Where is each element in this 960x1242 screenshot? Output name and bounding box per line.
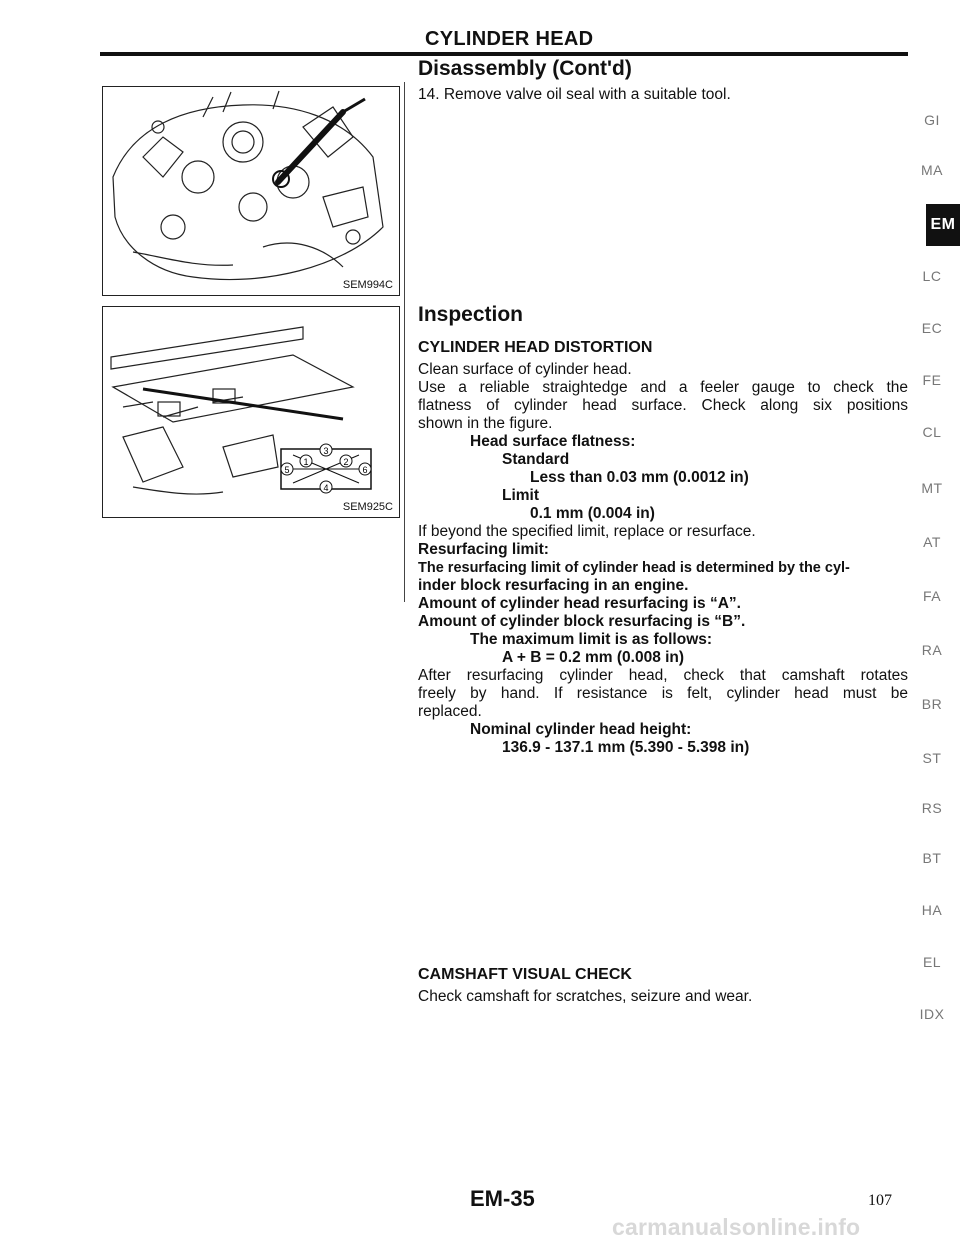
section-subtitle: Disassembly (Cont'd): [418, 57, 632, 80]
position-5: 5: [284, 465, 290, 475]
standard-value: Less than 0.03 mm (0.0012 in): [530, 469, 749, 486]
sidebar-tab-fa[interactable]: FA: [922, 588, 942, 604]
max-limit-label: The maximum limit is as follows:: [470, 631, 713, 648]
sidebar-tab-em-active[interactable]: EM: [926, 204, 960, 246]
flatness-label: Head surface flatness:: [470, 433, 636, 450]
sidebar-tab-rs[interactable]: RS: [921, 800, 943, 816]
position-1: 1: [303, 457, 309, 467]
position-3: 3: [323, 446, 329, 456]
limit-label: Limit: [502, 487, 540, 504]
sidebar-tab-fe[interactable]: FE: [922, 372, 942, 388]
sidebar-tab-el[interactable]: EL: [922, 954, 942, 970]
camshaft-section: [418, 966, 908, 1006]
sidebar-tab-gi[interactable]: GI: [924, 112, 940, 128]
camshaft-text: Check camshaft for scratches, seizure and wear.: [418, 988, 753, 1005]
sidebar-tab-idx[interactable]: IDX: [919, 1006, 945, 1022]
sidebar-tab-br[interactable]: BR: [921, 696, 943, 712]
after-line: freely by hand. If resistance is felt, cylinder head must be: [418, 685, 908, 702]
column-divider: [404, 82, 405, 602]
sidebar-tab-lc[interactable]: LC: [922, 268, 942, 284]
position-4: 4: [323, 483, 329, 493]
resurfacing-line: inder block resurfacing in an engine.: [418, 577, 689, 594]
beyond-limit-text: If beyond the specified limit, replace or resurface.: [418, 523, 756, 540]
camshaft-heading: CAMSHAFT VISUAL CHECK: [418, 966, 632, 983]
after-line: After resurfacing cylinder head, check that camshaft rotates: [418, 667, 908, 684]
figure-straightedge-check: [102, 306, 400, 518]
sidebar-tab-ma[interactable]: MA: [921, 162, 943, 178]
page-number: 107: [868, 1192, 892, 1209]
nominal-value: 136.9 - 137.1 mm (5.390 - 5.398 in): [502, 739, 750, 756]
after-line: replaced.: [418, 703, 482, 720]
sidebar-tab-ec[interactable]: EC: [921, 320, 943, 336]
resurfacing-label: Resurfacing limit:: [418, 541, 549, 558]
flatness-positions-diagram: [281, 444, 371, 493]
sidebar-tab-ra[interactable]: RA: [921, 642, 943, 658]
figure-valve-seal-removal: [102, 86, 400, 296]
position-6: 6: [362, 465, 368, 475]
distortion-line: flatness of cylinder head surface. Check along six positions: [418, 397, 908, 414]
header-divider: [100, 52, 908, 56]
amount-head: Amount of cylinder head resurfacing is “A”.: [418, 595, 741, 612]
engine-illustration-2: [103, 307, 399, 517]
limit-value: 0.1 mm (0.004 in): [530, 505, 655, 522]
page-code: EM-35: [470, 1186, 535, 1211]
sidebar-tab-bt[interactable]: BT: [922, 850, 942, 866]
watermark: carmanualsonline.info: [612, 1214, 861, 1240]
inspection-heading: Inspection: [418, 303, 524, 326]
step-14-text: 14. Remove valve oil seal with a suitable tool.: [418, 86, 731, 103]
position-2: 2: [343, 457, 349, 467]
distortion-section: [418, 339, 908, 757]
resurfacing-line: The resurfacing limit of cylinder head is determined by the cyl-: [418, 560, 850, 576]
sidebar-tab-cl[interactable]: CL: [922, 424, 942, 440]
standard-label: Standard: [502, 451, 570, 468]
section-title: CYLINDER HEAD: [425, 28, 594, 50]
distortion-heading: CYLINDER HEAD DISTORTION: [418, 339, 653, 356]
distortion-line: shown in the figure.: [418, 415, 553, 432]
sidebar-tab-mt[interactable]: MT: [921, 480, 943, 496]
sidebar-tab-ha[interactable]: HA: [921, 902, 943, 918]
sidebar-tab-at[interactable]: AT: [923, 534, 941, 550]
engine-illustration-1: [103, 87, 399, 295]
figure-label: SEM925C: [342, 501, 393, 513]
distortion-line: Use a reliable straightedge and a feeler gauge to check the: [418, 379, 908, 396]
figure-label: SEM994C: [342, 279, 393, 291]
nominal-label: Nominal cylinder head height:: [470, 721, 692, 738]
sidebar-tab-st[interactable]: ST: [922, 750, 942, 766]
amount-block: Amount of cylinder block resurfacing is “B”.: [418, 613, 746, 630]
max-limit-formula: A + B = 0.2 mm (0.008 in): [502, 649, 685, 666]
distortion-line: Clean surface of cylinder head.: [418, 361, 632, 378]
